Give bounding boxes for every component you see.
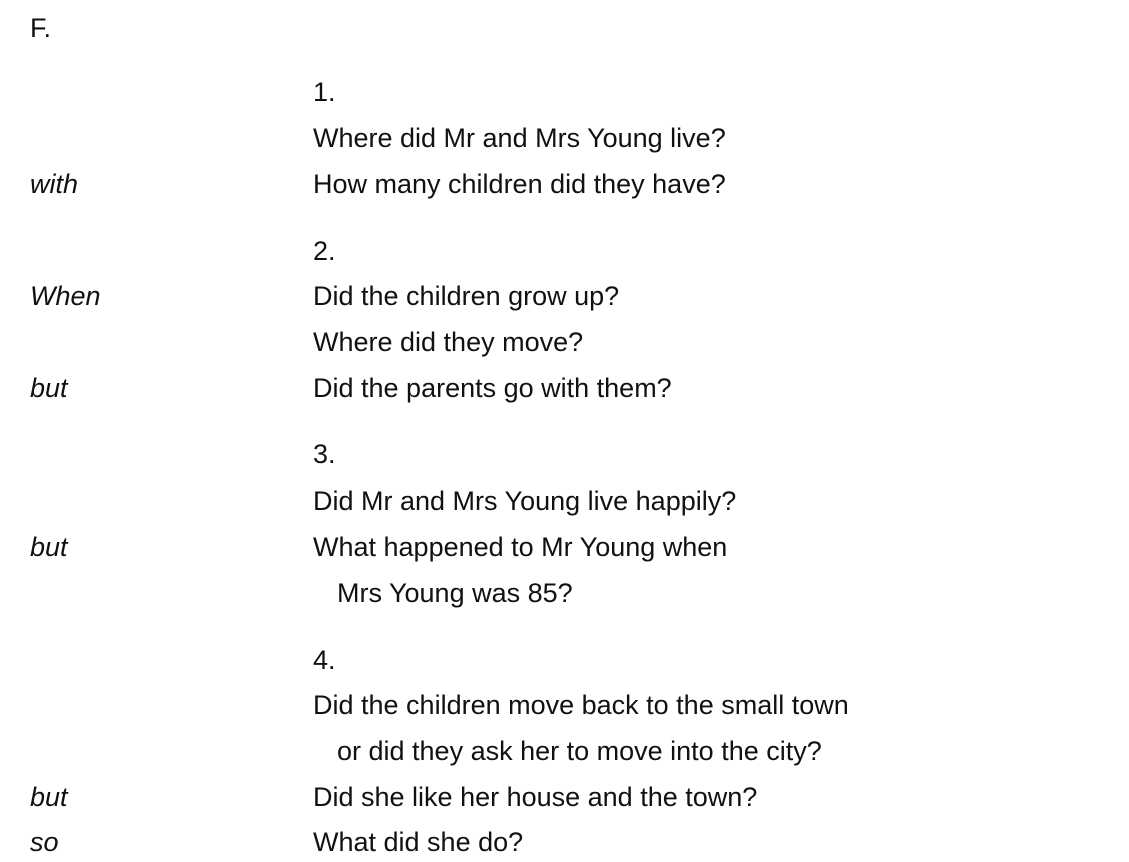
question-line bbox=[0, 322, 1129, 362]
question-line-continuation bbox=[0, 573, 1129, 613]
question-number: 1. bbox=[313, 77, 336, 107]
question-line bbox=[0, 481, 1129, 521]
question-number: 4. bbox=[313, 645, 336, 675]
conjunction-label: but bbox=[30, 782, 68, 812]
question-line bbox=[0, 822, 1129, 862]
question-number: 3. bbox=[313, 439, 336, 469]
question-line bbox=[0, 118, 1129, 158]
question-line bbox=[0, 368, 1129, 408]
conjunction-label: When bbox=[30, 281, 101, 311]
conjunction-label: but bbox=[30, 373, 68, 403]
question-text: Did the parents go with them? bbox=[313, 373, 672, 403]
question-text: How many children did they have? bbox=[313, 169, 726, 199]
question-text: Did Mr and Mrs Young live happily? bbox=[313, 486, 737, 516]
question-text: What happened to Mr Young when bbox=[313, 532, 728, 562]
question-text: Mrs Young was 85? bbox=[337, 578, 573, 608]
question-line bbox=[0, 527, 1129, 567]
question-group-1-number-row bbox=[0, 72, 1129, 112]
question-number: 2. bbox=[313, 236, 336, 266]
question-line bbox=[0, 164, 1129, 204]
question-line-continuation bbox=[0, 731, 1129, 771]
question-group-4-number-row bbox=[0, 640, 1129, 680]
question-text: What did she do? bbox=[313, 827, 524, 857]
question-text: Where did Mr and Mrs Young live? bbox=[313, 123, 726, 153]
question-line bbox=[0, 276, 1129, 316]
section-label: F. bbox=[30, 13, 52, 43]
question-text: or did they ask her to move into the city? bbox=[337, 736, 822, 766]
conjunction-label: so bbox=[30, 827, 59, 857]
question-group-3-number-row bbox=[0, 434, 1129, 474]
question-line bbox=[0, 685, 1129, 725]
question-text: Did the children grow up? bbox=[313, 281, 620, 311]
question-text: Did the children move back to the small town bbox=[313, 690, 849, 720]
question-text: Where did they move? bbox=[313, 327, 584, 357]
question-line bbox=[0, 777, 1129, 817]
conjunction-label: with bbox=[30, 169, 79, 199]
question-group-2-number-row bbox=[0, 231, 1129, 271]
conjunction-label: but bbox=[30, 532, 68, 562]
question-text: Did she like her house and the town? bbox=[313, 782, 758, 812]
